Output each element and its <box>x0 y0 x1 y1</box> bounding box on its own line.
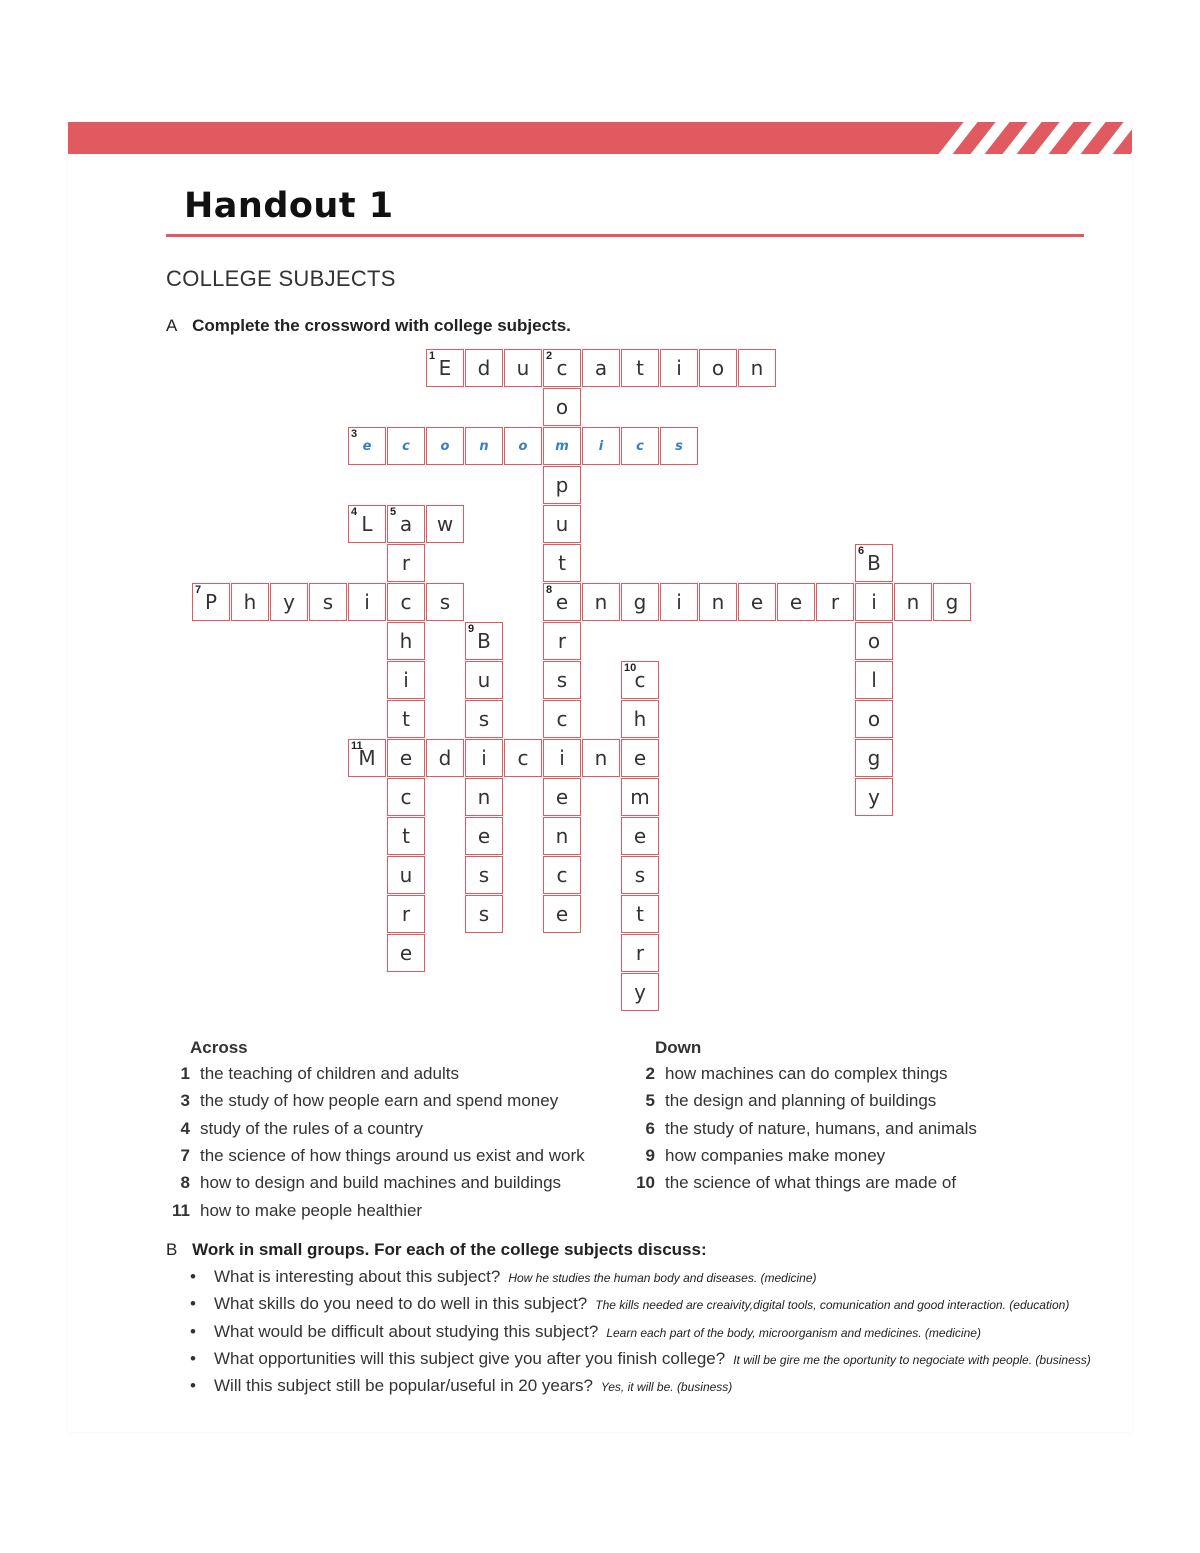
cell-letter: g <box>945 590 959 614</box>
cell-letter: d <box>438 746 452 770</box>
cell-letter: n <box>594 746 608 770</box>
down-clue <box>631 1064 948 1084</box>
cell-letter: i <box>364 590 370 614</box>
clue-number: 10 <box>624 662 637 674</box>
cell-letter: E <box>438 356 452 380</box>
cell-letter: e <box>477 824 491 848</box>
cell-letter: c <box>636 438 644 454</box>
section-a-letter: A <box>166 316 178 335</box>
cell-letter: n <box>477 785 491 809</box>
cell-letter: u <box>399 863 413 887</box>
cell-letter: a <box>399 512 413 536</box>
cell-letter: c <box>634 668 646 692</box>
cell-letter: t <box>636 356 644 380</box>
clue-num: 11 <box>172 1200 190 1220</box>
cell-letter: p <box>555 473 569 497</box>
clue-text: the design and planning of buildings <box>665 1091 937 1111</box>
question-text: What skills do you need to do well in this subject? <box>214 1294 588 1314</box>
cell-letter: n <box>906 590 920 614</box>
cell-letter: i <box>871 590 877 614</box>
cell-letter: t <box>636 902 644 926</box>
title-divider <box>166 234 1084 237</box>
clue-number: 3 <box>351 428 358 440</box>
answer-text: It will be gire me the oportunity to negociate with people. (business) <box>733 1352 1091 1367</box>
cell-letter: n <box>594 590 608 614</box>
cell-letter: g <box>867 746 881 770</box>
clue-number: 4 <box>351 506 358 518</box>
across-clue <box>166 1119 423 1139</box>
cell-letter: B <box>867 551 881 575</box>
cell-letter: c <box>556 707 568 731</box>
clue-num: 3 <box>180 1091 190 1111</box>
clue-text: how to make people healthier <box>200 1200 423 1220</box>
cell-letter: e <box>633 824 647 848</box>
clue-num: 6 <box>645 1118 655 1138</box>
bullet-dot: • <box>190 1321 196 1341</box>
answer-text: Learn each part of the body, microorganism and medicines. (medicine) <box>606 1325 981 1340</box>
cell-letter: s <box>478 707 490 731</box>
clue-text: the science of how things around us exist and work <box>200 1145 585 1165</box>
bullet-dot: • <box>190 1376 196 1396</box>
header-banner <box>68 122 1132 154</box>
across-clue <box>166 1201 422 1221</box>
cell-letter: L <box>361 512 373 536</box>
cell-letter: e <box>399 746 413 770</box>
cell-letter: m <box>630 785 650 809</box>
cell-letter: c <box>400 785 412 809</box>
cell-letter: w <box>436 512 454 536</box>
clue-number: 7 <box>195 584 202 596</box>
across-clue <box>166 1091 558 1111</box>
page-title: Handout 1 <box>184 186 394 226</box>
section-b-text: Work in small groups. For each of the college subjects discuss: <box>192 1240 707 1259</box>
cell-letter: o <box>867 629 881 653</box>
cell-letter: o <box>440 438 450 454</box>
section-a-text: Complete the crossword with college subjects. <box>192 316 571 335</box>
clue-num: 9 <box>645 1145 655 1165</box>
cell-letter: e <box>362 438 372 454</box>
cell-letter: i <box>403 668 409 692</box>
down-clue <box>631 1091 936 1111</box>
clue-number: 11 <box>351 740 363 752</box>
cell-letter: o <box>867 707 881 731</box>
cell-letter: r <box>401 551 411 575</box>
discussion-item <box>190 1376 732 1396</box>
cell-letter: i <box>676 590 682 614</box>
cell-letter: o <box>555 395 569 419</box>
clue-num: 2 <box>645 1064 655 1083</box>
across-heading: Across <box>190 1038 248 1057</box>
cell-letter: e <box>555 785 569 809</box>
clue-number: 8 <box>546 584 553 596</box>
cell-letter: r <box>401 902 411 926</box>
cell-letter: e <box>555 590 569 614</box>
bullet-dot: • <box>190 1267 196 1286</box>
down-heading: Down <box>655 1038 702 1057</box>
cell-letter: t <box>402 824 410 848</box>
section-a-instruction <box>166 316 571 336</box>
cell-letter: g <box>633 590 647 614</box>
cell-letter: h <box>243 590 257 614</box>
cell-letter: i <box>559 746 565 770</box>
clue-text: the study of how people earn and spend money <box>200 1091 559 1111</box>
cell-letter: c <box>400 590 412 614</box>
cell-letter: r <box>830 590 840 614</box>
cell-letter: h <box>399 629 413 653</box>
cell-letter: r <box>635 941 645 965</box>
cell-letter: y <box>283 590 295 614</box>
clue-num: 8 <box>180 1173 190 1193</box>
clue-number: 1 <box>429 350 436 362</box>
discussion-item <box>190 1349 1091 1369</box>
question-text: What opportunities will this subject give you after you finish college? <box>214 1348 726 1368</box>
cell-letter: c <box>556 863 568 887</box>
clue-text: how machines can do complex things <box>665 1064 948 1083</box>
cell-letter: t <box>558 551 566 575</box>
cell-letter: s <box>634 863 646 887</box>
across-clue <box>166 1173 561 1193</box>
cell-letter: c <box>402 438 410 454</box>
clue-text: the science of what things are made of <box>665 1173 957 1193</box>
bullet-dot: • <box>190 1294 196 1314</box>
clue-number: 5 <box>390 506 397 518</box>
cell-letter: a <box>594 356 608 380</box>
cell-letter: c <box>556 356 568 380</box>
section-b-letter: B <box>166 1240 178 1259</box>
question-text: Will this subject still be popular/useful in 20 years? <box>214 1376 593 1396</box>
clue-num: 1 <box>180 1064 190 1083</box>
question-text: What is interesting about this subject? <box>214 1267 501 1286</box>
down-clue <box>631 1146 885 1166</box>
cell-letter: h <box>633 707 647 731</box>
answer-text: The kills needed are creaivity,digital tools, comunication and good interaction. (education) <box>595 1298 1070 1313</box>
cell-letter: M <box>358 746 376 770</box>
clue-text: the teaching of children and adults <box>200 1064 459 1083</box>
cell-letter: s <box>675 438 683 454</box>
cell-letter: u <box>477 668 491 692</box>
cell-letter: t <box>402 707 410 731</box>
cell-letter: i <box>481 746 487 770</box>
cell-letter: u <box>555 512 569 536</box>
cell-letter: P <box>204 590 218 614</box>
cell-letter: n <box>750 356 764 380</box>
section-b-instruction <box>166 1240 707 1260</box>
cell-letter: e <box>555 902 569 926</box>
cell-letter: i <box>676 356 682 380</box>
cell-letter: y <box>634 980 646 1004</box>
clue-text: how to design and build machines and buildings <box>200 1173 562 1193</box>
cell-letter: y <box>868 785 880 809</box>
cell-letter: r <box>557 629 567 653</box>
cell-letter: o <box>711 356 725 380</box>
clue-num: 5 <box>645 1091 655 1111</box>
cell-letter: B <box>477 629 491 653</box>
cell-letter: c <box>517 746 529 770</box>
down-clue <box>631 1173 956 1193</box>
cell-letter: o <box>518 438 528 454</box>
answer-text: Yes, it will be. (business) <box>600 1380 733 1395</box>
cell-letter: s <box>439 590 451 614</box>
clue-number: 2 <box>546 350 553 362</box>
cell-letter: l <box>871 668 877 692</box>
cell-letter: n <box>479 438 489 454</box>
cell-letter: d <box>477 356 491 380</box>
cell-letter: s <box>478 863 490 887</box>
section-heading: COLLEGE SUBJECTS <box>166 266 396 291</box>
cell-letter: n <box>555 824 569 848</box>
discussion-item <box>190 1294 1069 1314</box>
across-clue <box>166 1064 459 1084</box>
cell-letter: e <box>789 590 803 614</box>
cell-letter: e <box>750 590 764 614</box>
cell-letter: s <box>556 668 568 692</box>
down-clue <box>631 1119 977 1139</box>
clue-num: 10 <box>636 1173 655 1193</box>
clue-text: study of the rules of a country <box>200 1118 424 1138</box>
bullet-dot: • <box>190 1348 196 1368</box>
across-clue <box>166 1146 585 1166</box>
clue-text: how companies make money <box>665 1145 886 1165</box>
cell-letter: e <box>399 941 413 965</box>
cell-letter: i <box>598 438 604 454</box>
cell-letter: m <box>555 438 569 454</box>
clue-num: 7 <box>180 1145 190 1165</box>
answer-text: How he studies the human body and diseases. (medicine) <box>508 1271 817 1285</box>
question-text: What would be difficult about studying this subject? <box>214 1321 599 1341</box>
clue-text: the study of nature, humans, and animals <box>665 1118 977 1138</box>
clue-number: 6 <box>858 545 865 557</box>
cell-letter: u <box>516 356 530 380</box>
cell-letter: n <box>711 590 725 614</box>
cell-letter: s <box>478 902 490 926</box>
clue-number: 9 <box>468 623 475 635</box>
discussion-item <box>190 1322 981 1342</box>
discussion-item <box>190 1267 817 1287</box>
clue-num: 4 <box>180 1118 190 1138</box>
cell-letter: e <box>633 746 647 770</box>
cell-letter: s <box>322 590 334 614</box>
